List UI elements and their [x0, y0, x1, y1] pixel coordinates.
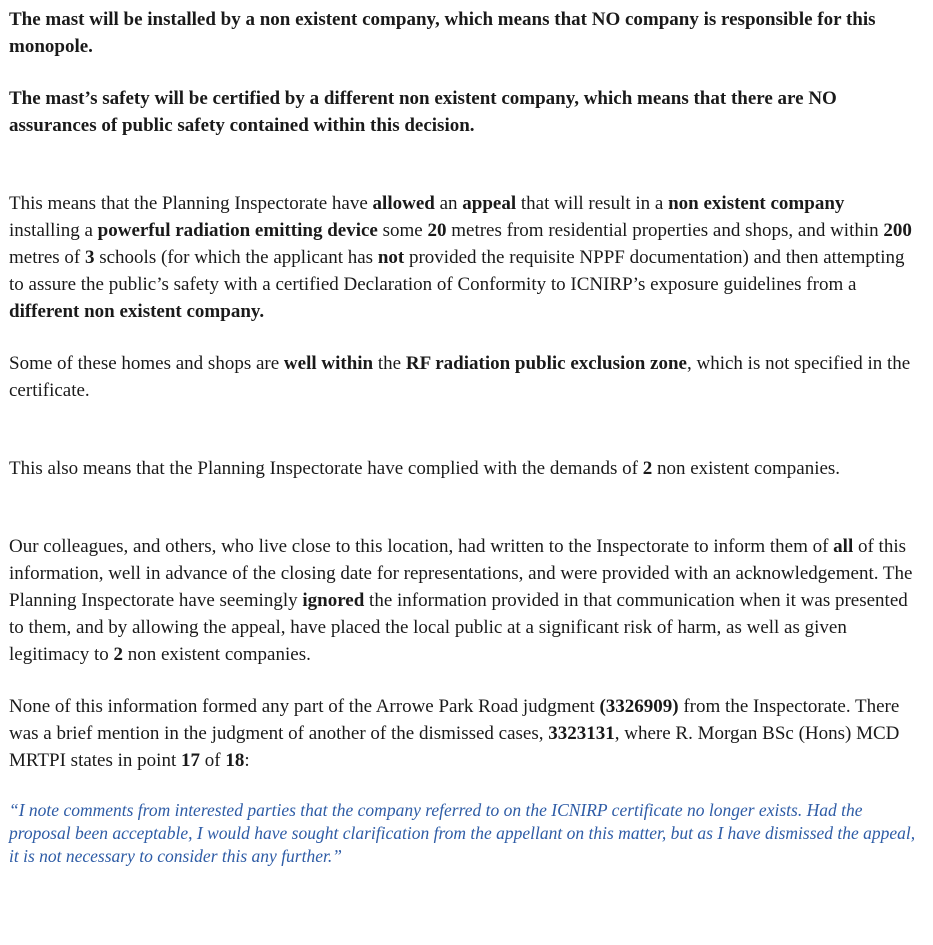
text-run: of this information, well in advance of the closing date for representations, and were provided with an acknowledgement. The Planning Inspectorate have seemingly: [9, 536, 913, 611]
text-run-bold: 18: [225, 750, 245, 771]
text-run: an: [434, 193, 463, 214]
text-run-bold: 200: [883, 220, 912, 241]
text-run: metres of: [9, 247, 85, 268]
text-run-bold: The mast will be installed by a non existent company, which means that NO company is responsible for this monopole.: [9, 9, 876, 57]
text-run: This also means that the Planning Inspectorate have complied with the demands of: [9, 458, 643, 479]
text-run: non existent companies.: [652, 458, 841, 479]
text-run: from the Inspectorate. There was a brief mention in the judgment of another of the dismissed cases,: [9, 696, 900, 744]
text-run: the information provided in that communication when it was presented to them, and by allowing the appeal, have placed the local public at a significant risk of harm, as well as given legitimacy to: [9, 590, 908, 665]
text-run: metres from residential properties and shops, and within: [446, 220, 884, 241]
para-inspectorate-allowed: [9, 190, 919, 325]
text-run: This means that the Planning Inspectorate have: [9, 193, 373, 214]
text-run-bold: The mast’s safety will be certified by a different non existent company, which means that there are NO assurances of public safety contained within this decision.: [9, 88, 837, 136]
text-run-bold: non existent company: [668, 193, 845, 214]
para-quote: [9, 799, 919, 868]
text-run: , where R. Morgan BSc (Hons) MCD MRTPI states in point: [9, 723, 900, 771]
text-run-bold: 2: [642, 458, 653, 479]
text-run: Our colleagues, and others, who live close to this location, had written to the Inspectorate to inform them of: [9, 536, 834, 557]
text-run: of: [199, 750, 226, 771]
text-run: that will result in a: [516, 193, 669, 214]
text-run-bold: well within: [283, 353, 374, 374]
text-run-bold: all: [833, 536, 854, 557]
text-run: None of this information formed any part of the Arrowe Park Road judgment: [9, 696, 600, 717]
text-run-bold: 3: [84, 247, 95, 268]
text-run: provided the requisite NPPF documentation) and then attempting to assure the public’s safety with a certified Declaration of Conformity to ICNIRP’s exposure guidelines from a: [9, 247, 905, 295]
text-run: :: [244, 750, 250, 771]
text-run-bold: allowed: [372, 193, 435, 214]
text-run-bold: (3326909): [599, 696, 679, 717]
para-mast-installed: [9, 6, 919, 60]
text-run-bold: appeal: [462, 193, 517, 214]
text-run: some: [377, 220, 428, 241]
text-run-bold: ignored: [302, 590, 365, 611]
text-run-bold: 2: [113, 644, 123, 665]
para-complied-demands: [9, 455, 919, 482]
para-mast-safety: [9, 85, 919, 139]
text-run-bold: different non existent company.: [9, 301, 265, 322]
text-run-bold: powerful radiation emitting device: [97, 220, 378, 241]
text-run: schools (for which the applicant has: [94, 247, 378, 268]
text-run: the: [373, 353, 406, 374]
para-exclusion-zone: [9, 350, 919, 404]
text-run-bold: 20: [427, 220, 447, 241]
text-run: installing a: [9, 220, 98, 241]
text-run-bold: not: [377, 247, 405, 268]
text-run-bold: 3323131: [548, 723, 615, 744]
text-run: non existent companies.: [122, 644, 311, 665]
text-run: “I note comments from interested parties that the company referred to on the ICNIRP certificate no longer exists. Had the proposal been acceptable, I would have sought clarification from the appellant on this matter, but as I have dismissed the appeal, it is not necessary to consider this any further.”: [9, 800, 916, 866]
text-run: Some of these homes and shops are: [9, 353, 284, 374]
para-judgment: [9, 693, 919, 774]
text-run: , which is not specified in the certificate.: [9, 353, 911, 401]
text-run-bold: RF radiation public exclusion zone: [405, 353, 687, 374]
para-colleagues: [9, 533, 919, 668]
text-run-bold: 17: [180, 750, 200, 771]
